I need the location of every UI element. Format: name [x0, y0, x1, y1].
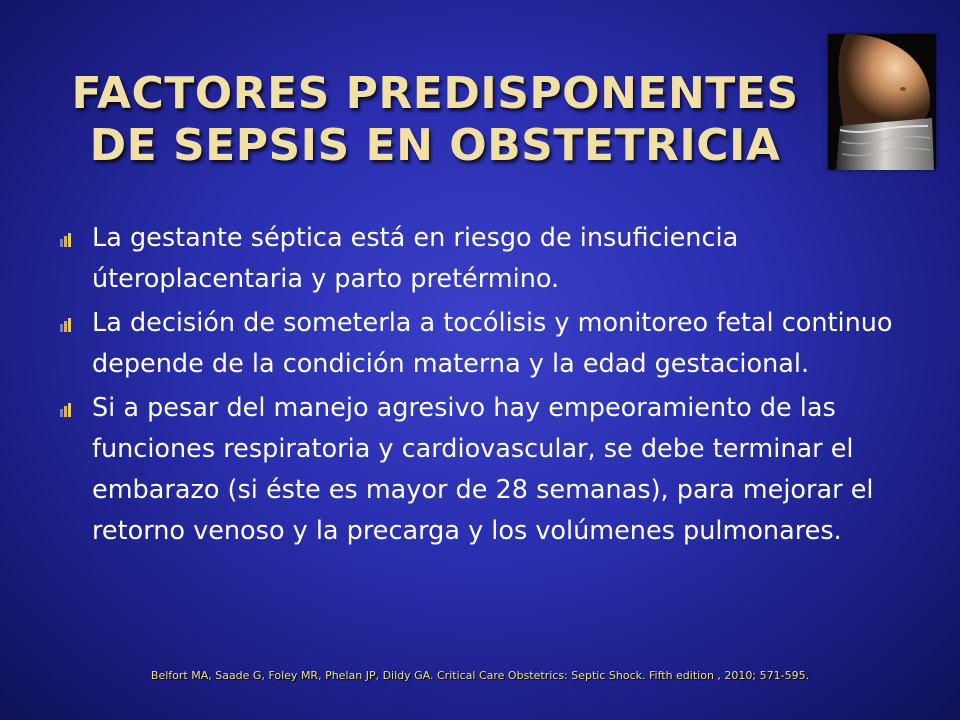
bullet-item — [60, 303, 910, 385]
bars-icon — [60, 403, 74, 417]
pregnancy-photo — [828, 34, 936, 170]
title-line-2: DE SEPSIS EN OBSTETRICIA — [89, 120, 781, 171]
photo-icon — [828, 34, 936, 170]
bullet-list — [60, 218, 910, 555]
title-line-1: FACTORES PREDISPONENTES — [71, 68, 799, 119]
bullet-text: La decisión de someterla a tocólisis y monitoreo fetal continuo depende de la condición materna y la edad gestacional. — [92, 308, 893, 379]
bullet-item — [60, 388, 910, 552]
slide-title — [30, 68, 840, 172]
bullet-text: Si a pesar del manejo agresivo hay empeoramiento de las funciones respiratoria y cardiovascular, se debe terminar el embarazo (si éste es mayor de 28 semanas), para mejorar el retorno venoso y la precarga y los volúmenes pulmonares. — [92, 393, 874, 546]
bullet-item — [60, 218, 910, 300]
bars-icon — [60, 233, 74, 247]
bullet-text: La gestante séptica está en riesgo de insuficiencia úteroplacentaria y parto pretérmino. — [92, 223, 739, 294]
citation: Belfort MA, Saade G, Foley MR, Phelan JP, Dildy GA. Critical Care Obstetrics: Septic Shock. Fifth edition , 2010; 571-595. — [150, 669, 810, 682]
bars-icon — [60, 318, 74, 332]
